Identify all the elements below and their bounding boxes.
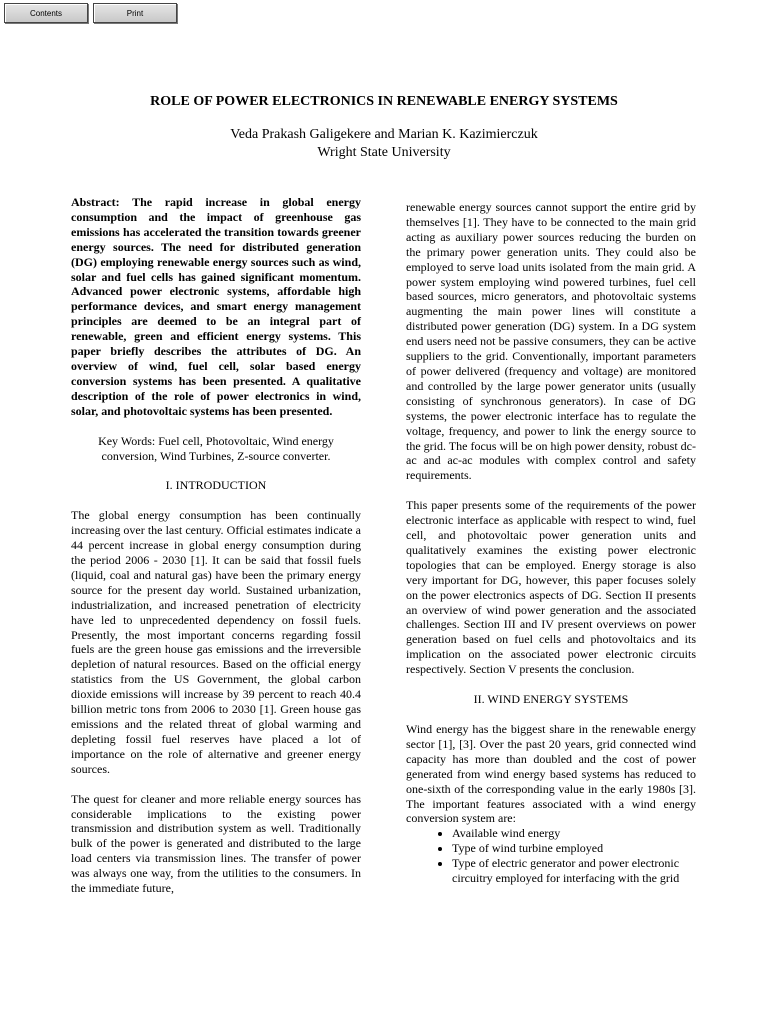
intro-paragraph-4: This paper presents some of the requirements of the power electronic interface as applicable with respect to wind, fuel cell, and photovoltaic power generation units and qualitatively examines the existing power electronic topologies that can be employed. Energy storage is also very important for DG, however, this paper focuses solely on the power electronics aspects of DG. Section II presents an overview of wind power generation and the associated challenges. Section III and IV present overviews on power generation based on fuel cells and photovoltaics and its implication on the associated power electronic circuits respectively. Section V presents the conclusion. <box>406 498 696 677</box>
wind-features-list <box>406 826 696 886</box>
authors: Veda Prakash Galigekere and Marian K. Kazimierczuk <box>230 127 538 142</box>
toolbar <box>4 3 177 23</box>
keywords: Key Words: Fuel cell, Photovoltaic, Wind energy conversion, Wind Turbines, Z-source converter. <box>98 433 334 463</box>
abstract: Abstract: The rapid increase in global energy consumption and the impact of greenhouse gas emissions has accelerated the transition towards greener energy sources. The need for distributed generation (DG) employing renewable energy sources such as wind, solar and fuel cells has gained significant momentum. Advanced power electronic systems, affordable high performance devices, and smart energy management principles are deemed to be an integral part of renewable, green and efficient energy systems. This paper briefly describes the attributes of DG. An overview of wind, fuel cell, solar based energy conversion systems has been presented. A qualitative description of the role of power electronics in wind, solar, and photovoltaic systems has been presented. <box>71 195 361 418</box>
section-heading-wind: II. WIND ENERGY SYSTEMS <box>473 692 629 707</box>
left-column <box>71 195 361 896</box>
affiliation: Wright State University <box>317 145 451 160</box>
wind-paragraph-1: Wind energy has the biggest share in the renewable energy sector [1], [3]. Over the past 20 years, grid connected wind capacity has more than doubled and the cost of power generated from wind energy based systems has reduced to one-sixth of the corresponding value in the early 1980s [3]. The important features associated with a wind energy conversion system are: <box>406 722 696 826</box>
intro-paragraph-2: The quest for cleaner and more reliable energy sources has considerable implications to the existing power transmission and distribution system as well. Traditionally bulk of the power is generated and distributed to the large load centers via transmission lines. The transfer of power was always one way, from the utilities to the consumers. In the immediate future, <box>71 791 361 896</box>
intro-paragraph-3: renewable energy sources cannot support the entire grid by themselves [1]. They have to be connected to the main grid acting as auxiliary power sources reducing the burden on the primary power generation units. They could also be employed to serve load units isolated from the main grid. A power system employing wind powered turbines, fuel cell based sources, micro generators, and photovoltaic systems augmenting the main power lines will constitute a distributed power generation (DG) system. In a DG system end users need not be passive consumers, they can be active suppliers to the grid. Conventionally, important parameters of power delivered (frequency and voltage) are monitored and controlled by the large power generator units (usually consisting of synchronous generators). In case of DG systems, the power electronic interface has to regulate the voltage, frequency, and power to link the energy source to the grid. The focus will be on high power density, robust dc-ac and ac-ac modules with complex control and safety requirements. <box>406 200 696 483</box>
contents-button[interactable]: Contents <box>4 3 88 23</box>
intro-paragraph-1: The global energy consumption has been continually increasing over the last century. Official estimates indicate a 44 percent increase in global energy consumption during the period 2006 - 2030 [1]. It can be said that fossil fuels (liquid, coal and natural gas) have been the primary energy source for the present day world. Sustained urbanization, industrialization, and increased penetration of electricity have led to unprecedented dependency on fossil fuels. Presently, the most important concerns regarding fossil fuels are the green house gas emissions and the irreversible depletion of natural resources. Based on the official energy statistics from the US Government, the global carbon dioxide emissions will increase by 39 percent to reach 40.4 billion metric tons from 2006 to 2030 [1]. Green house gas emissions and the related threat of global warming and depleting fossil fuel reserves have placed a lot of importance on the role of alternative and greener energy sources. <box>71 508 361 776</box>
paper-title: ROLE OF POWER ELECTRONICS IN RENEWABLE ENERGY SYSTEMS <box>150 94 618 109</box>
list-item: • Available wind energy <box>452 826 696 841</box>
section-heading-introduction: I. INTRODUCTION <box>165 478 267 493</box>
list-item: • Type of wind turbine employed <box>452 841 696 856</box>
list-item: • Type of electric generator and power electronic circuitry employed for interfacing with the grid <box>452 856 696 886</box>
author-block <box>0 126 768 162</box>
print-button[interactable]: Print <box>93 3 177 23</box>
right-column <box>406 200 696 886</box>
